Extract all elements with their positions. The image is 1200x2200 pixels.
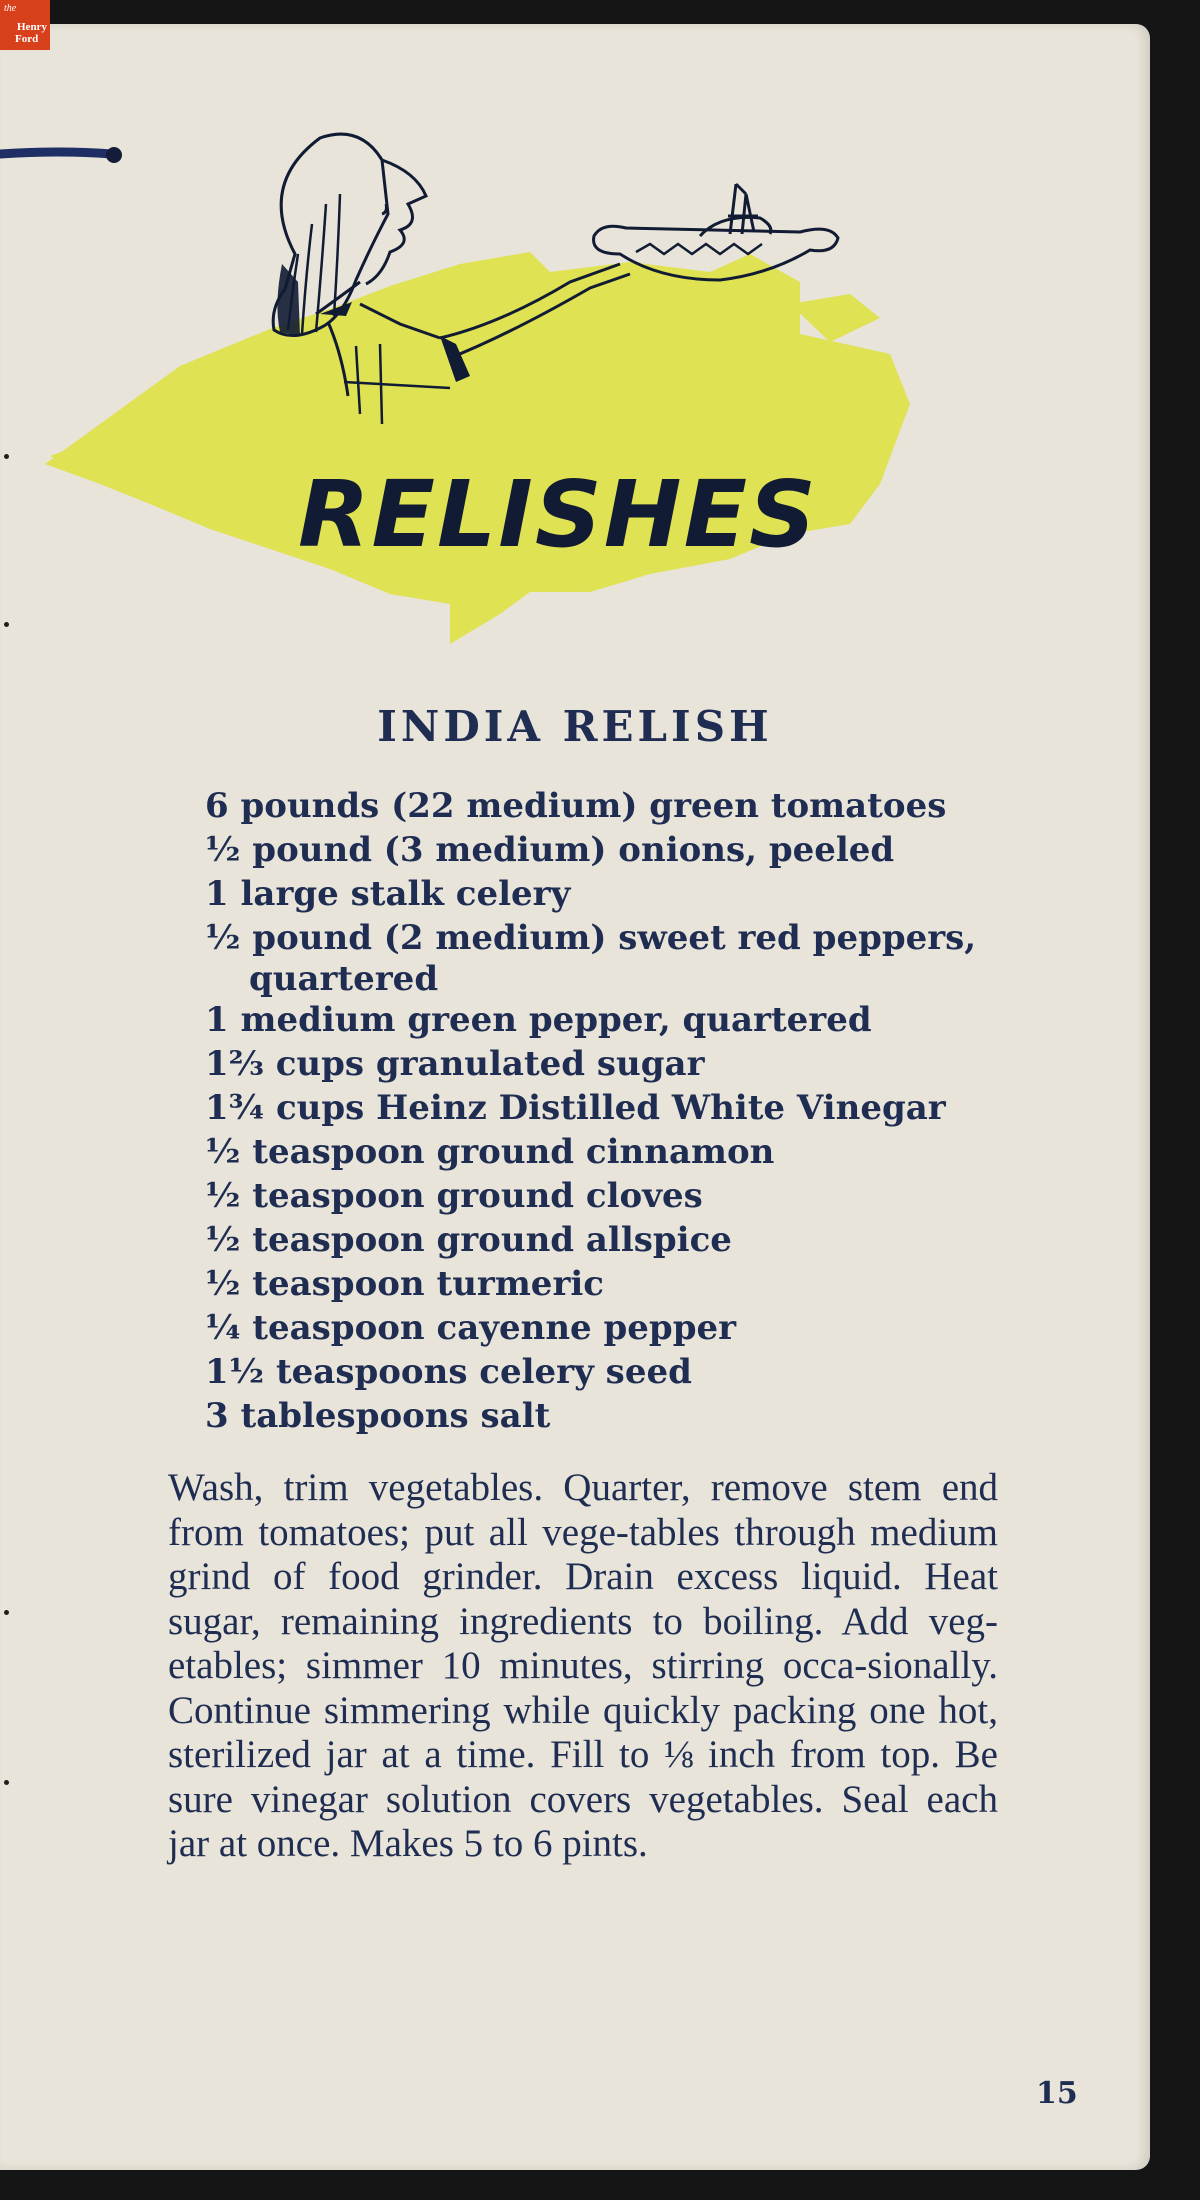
ingredient-item-continuation: quartered — [249, 959, 439, 999]
logo-line-1: the — [4, 3, 17, 14]
ingredient-item: ½ teaspoon turmeric — [205, 1264, 604, 1304]
header-illustration — [30, 104, 920, 704]
ingredient-item: ½ teaspoon ground allspice — [205, 1220, 732, 1260]
ingredient-item: ½ teaspoon ground cloves — [205, 1176, 703, 1216]
binding-hole — [4, 1780, 9, 1785]
ingredient-item: 1 medium green pepper, quartered — [205, 1000, 872, 1040]
page-number: 15 — [1036, 2076, 1078, 2111]
ingredient-item: ½ teaspoon ground cinnamon — [205, 1132, 775, 1172]
binding-hole — [4, 1610, 9, 1615]
henry-ford-logo — [0, 0, 50, 50]
logo-line-2: Henry — [17, 21, 47, 33]
logo-line-3: Ford — [15, 33, 39, 45]
recipe-method: Wash, trim vegetables. Quarter, remove stem end from tomatoes; put all vege-tables through medium grind of food grinder. Drain excess liquid. Heat sugar, remaining ingredients to boiling. Add veg-etables; simmer 10 minutes, stirring occa-sionally. Continue simmering while quickly packing one hot, sterilized jar at a time. Fill to ⅛ inch from top. Be sure vinegar solution covers vegetables. Seal each jar at once. Makes 5 to 6 pints. — [168, 1466, 998, 1865]
ingredient-item: 3 tablespoons salt — [205, 1396, 551, 1436]
ingredient-item: 6 pounds (22 medium) green tomatoes — [205, 786, 947, 826]
ingredient-item: ½ pound (2 medium) sweet red peppers, — [205, 918, 977, 958]
ingredient-item: 1¾ cups Heinz Distilled White Vinegar — [205, 1088, 946, 1128]
ingredient-item: 1⅔ cups granulated sugar — [205, 1044, 705, 1084]
ingredient-item: 1½ teaspoons celery seed — [205, 1352, 692, 1392]
ingredient-item: ½ pound (3 medium) onions, peeled — [205, 830, 895, 870]
binding-string — [0, 142, 125, 168]
section-title: RELISHES — [298, 461, 818, 568]
binding-hole — [4, 454, 9, 459]
face — [366, 160, 426, 284]
ingredient-item: ¼ teaspoon cayenne pepper — [205, 1308, 737, 1348]
ingredient-item: 1 large stalk celery — [205, 874, 571, 914]
yellow-brush-swash — [45, 252, 910, 644]
ingredient-list — [205, 784, 1025, 1438]
booklet-page — [0, 21, 1150, 2170]
woman-serving-dish-illustration — [30, 104, 920, 704]
recipe-title: INDIA RELISH — [377, 702, 773, 751]
binding-hole — [4, 622, 9, 627]
